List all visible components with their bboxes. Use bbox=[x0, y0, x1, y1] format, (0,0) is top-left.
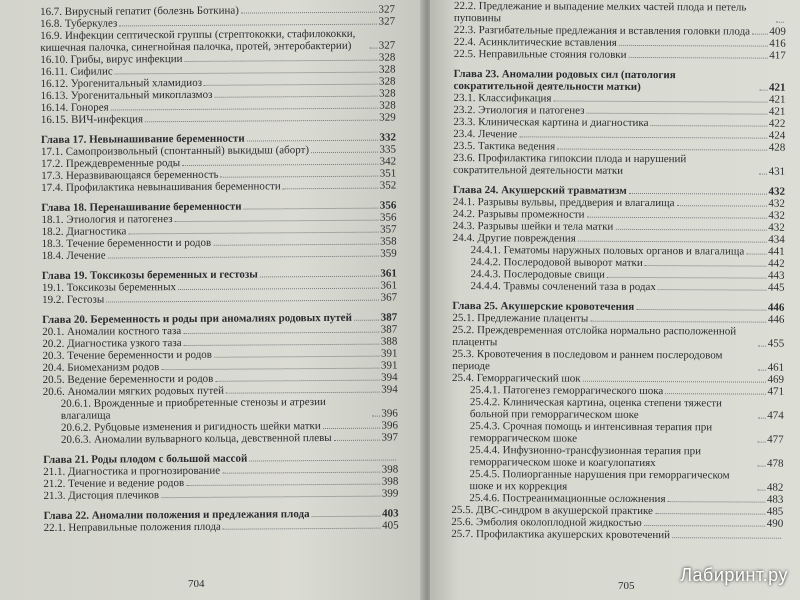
toc-leader-dots bbox=[247, 140, 378, 142]
toc-page-number: 328 bbox=[378, 75, 396, 88]
toc-entry-title: 20.6.1. Врожденные и приобретенные стенозы и атрезии влагалища bbox=[60, 396, 326, 422]
toc-entry-title: 23.1. Классификация bbox=[453, 91, 552, 105]
toc-entry-title: 24.4.2. Послеродовой выворот матки bbox=[470, 256, 643, 269]
toc-leader-dots bbox=[178, 288, 379, 290]
toc-entry-title: 25.4.3. Срочная помощь и интенсивная терапия при геморрагическом шоке bbox=[469, 420, 713, 445]
toc-entry-title: 16.8. Туберкулез bbox=[40, 17, 118, 30]
toc-leader-dots bbox=[119, 24, 376, 27]
toc-page-number: 396 bbox=[381, 419, 398, 432]
toc-entry bbox=[452, 280, 784, 294]
toc-entry-title: Глава 19. Токсикозы беременных и гестозы bbox=[41, 268, 258, 282]
toc-leader-dots bbox=[758, 370, 766, 371]
toc-page-number: 387 bbox=[380, 323, 398, 336]
toc-entry-title: 18.4. Лечение bbox=[41, 249, 106, 262]
toc-page-number: 361 bbox=[380, 279, 398, 292]
toc-entry-title: Глава 24. Акушерский травматизм bbox=[452, 183, 627, 197]
toc-leader-dots bbox=[184, 344, 379, 346]
toc-leader-dots bbox=[650, 125, 766, 127]
toc-entry-title: 25.4.4. Инфузионно-трансфузионная терапия при геморрагическом шоке и коагулопатиях bbox=[469, 444, 702, 470]
toc-entry-title: 23.5. Тактика ведения bbox=[453, 139, 556, 153]
toc-page-number: 327 bbox=[378, 39, 396, 52]
toc-leader-dots bbox=[222, 472, 380, 474]
toc-page-number: 328 bbox=[379, 99, 396, 112]
toc-entry bbox=[452, 444, 784, 470]
toc-entry-title: 24.4.4. Травмы сочленений таза в родах bbox=[470, 280, 656, 294]
toc-leader-dots bbox=[241, 12, 377, 14]
toc-entry-title: 16.14. Гонорея bbox=[40, 101, 109, 114]
toc-entry-title: 22.2. Предлежание и выпадение мелких частей плода и петель пуповины bbox=[453, 0, 747, 25]
toc-page-number: 422 bbox=[768, 117, 786, 130]
toc-page-number: 335 bbox=[379, 143, 397, 156]
toc-page-number: 417 bbox=[769, 49, 786, 62]
toc-page-number: 443 bbox=[768, 269, 785, 282]
toc-entry-title: Глава 18. Перенашивание беременности bbox=[41, 200, 242, 214]
toc-entry bbox=[43, 432, 398, 446]
toc-leader-dots bbox=[615, 229, 766, 231]
toc-entry-title: 18.3. Течение беременности и родов bbox=[41, 236, 212, 250]
toc-leader-dots bbox=[586, 113, 766, 115]
toc-page-number: 396 bbox=[381, 407, 398, 420]
toc-page-number: 421 bbox=[769, 81, 786, 94]
toc-entry-title: Глава 23. Аномалии родовых сил (патология сократительной деятельности матки) bbox=[453, 67, 676, 93]
toc-leader-dots bbox=[312, 516, 381, 517]
toc-entry-title: 17.4. Профилактика невынашивания беременности bbox=[41, 180, 281, 194]
toc-page-number: 471 bbox=[767, 385, 784, 398]
toc-leader-dots bbox=[757, 466, 765, 467]
toc-leader-dots bbox=[213, 244, 378, 246]
toc-entry-title: 23.4. Лечение bbox=[453, 127, 518, 141]
watermark-logo: Лабиринт.ру bbox=[680, 565, 788, 585]
toc-page-number: 455 bbox=[767, 337, 785, 350]
toc-page-number: 424 bbox=[768, 129, 786, 142]
toc-entry-title: 25.4.5. Полиорганные нарушения при геморрагическом шоке и их коррекция bbox=[469, 468, 730, 493]
toc-page-number: 342 bbox=[379, 155, 397, 168]
toc-leader-dots bbox=[186, 484, 380, 486]
toc-leader-dots bbox=[757, 418, 765, 419]
toc-page-number: 391 bbox=[380, 347, 398, 360]
toc-entry-title: 22.4. Асинклитические вставления bbox=[453, 35, 617, 49]
toc-page-number: 446 bbox=[767, 313, 785, 326]
toc-page-number: 394 bbox=[381, 371, 398, 384]
toc-leader-dots bbox=[215, 380, 379, 382]
toc-leader-dots bbox=[746, 254, 766, 255]
toc-entry-title: 25.6. Эмболия околоплодной жидкостью bbox=[451, 515, 642, 529]
toc-leader-dots bbox=[644, 525, 765, 527]
toc-entry-title: 20.4. Биомеханизм родов bbox=[42, 361, 160, 374]
toc-leader-dots bbox=[283, 188, 378, 190]
toc-leader-dots bbox=[204, 84, 377, 86]
toc-entry bbox=[42, 248, 397, 262]
toc-entry-title: 21.3. Дистоция плечиков bbox=[43, 489, 160, 502]
toc-entry-title: 17.1. Самопроизвольный (спонтанный) выкидыш (аборт) bbox=[40, 144, 310, 158]
toc-page-number: 483 bbox=[766, 493, 784, 506]
toc-entry-title: 22.3. Разгибательные предлежания и вставления головки плода bbox=[453, 23, 751, 38]
toc-entry-title: 19.2. Гестозы bbox=[42, 293, 105, 306]
toc-page-number: 367 bbox=[380, 291, 398, 304]
toc-page-number: 328 bbox=[378, 63, 396, 76]
toc-leader-dots bbox=[607, 277, 766, 279]
toc-entry-title: 20.6.3. Аномалии вульварного кольца, девственной плевы bbox=[60, 431, 332, 446]
toc-entry-title: 25.4.2. Клиническая картина, оценка степени тяжести больной при геморрагическом шоке bbox=[469, 396, 722, 421]
toc-page-number: 329 bbox=[379, 111, 396, 124]
toc-entry bbox=[41, 180, 396, 194]
toc-leader-dots bbox=[658, 289, 766, 291]
toc-page-number: 361 bbox=[380, 267, 397, 280]
toc-leader-dots bbox=[128, 232, 378, 235]
toc-page-number: 388 bbox=[380, 335, 398, 348]
toc-page-number: 357 bbox=[380, 223, 397, 236]
toc-page-number: 432 bbox=[768, 221, 785, 234]
toc-leader-dots bbox=[676, 205, 766, 206]
toc-page-number: 416 bbox=[769, 37, 786, 50]
toc-leader-dots bbox=[619, 45, 767, 47]
toc-leader-dots bbox=[371, 416, 379, 417]
toc-leader-dots bbox=[182, 164, 377, 166]
toc-entry-title: 16.11. Сифилис bbox=[40, 65, 113, 78]
toc-leader-dots bbox=[758, 346, 766, 347]
toc-page-number: 405 bbox=[382, 519, 399, 532]
toc-page-number: 328 bbox=[379, 87, 396, 100]
toc-entry-title: 21.1. Диагностика и прогнозирование bbox=[43, 464, 221, 478]
toc-entry-title: Глава 21. Роды плодом с большой массой bbox=[43, 452, 248, 466]
toc-leader-dots bbox=[636, 309, 766, 311]
toc-leader-dots bbox=[578, 241, 766, 243]
toc-page-number: 421 bbox=[768, 93, 786, 106]
toc-page-number: 403 bbox=[382, 507, 399, 520]
toc-entry-title: 23.2. Этиология и патогенез bbox=[453, 103, 585, 117]
toc-leader-dots bbox=[223, 528, 380, 530]
toc-entry bbox=[452, 420, 784, 446]
right-toc bbox=[451, 0, 786, 542]
right-page bbox=[430, 0, 800, 600]
toc-leader-dots bbox=[226, 392, 379, 394]
toc-leader-dots bbox=[583, 381, 766, 383]
toc-entry-title: 17.3. Неразвивающаяся беременность bbox=[41, 168, 219, 182]
toc-entry-title: 16.9. Инфекции септической группы (стрептококки, стафилококки, кишечная палочка, синегнойная палочка, протей, энтеробактерии) bbox=[40, 27, 356, 54]
toc-page-number: 387 bbox=[380, 311, 398, 324]
toc-entry bbox=[43, 396, 398, 422]
toc-entry bbox=[42, 292, 397, 306]
toc-entry-title: 24.4.1. Гематомы наружных половых органов и влагалища bbox=[470, 244, 745, 258]
toc-page-number: 478 bbox=[767, 457, 784, 470]
toc-page-number: 431 bbox=[768, 165, 786, 178]
toc-page-number: 397 bbox=[381, 431, 399, 444]
toc-entry-title: 20.6.2. Рубцовые изменения и ригидность шейки матки bbox=[60, 420, 321, 434]
toc-leader-dots bbox=[214, 96, 377, 98]
toc-leader-dots bbox=[655, 513, 765, 515]
toc-page-number: 445 bbox=[767, 281, 785, 294]
toc-page-number: 327 bbox=[378, 15, 396, 28]
toc-page-number: 399 bbox=[381, 487, 399, 500]
toc-leader-dots bbox=[249, 460, 396, 462]
toc-leader-dots bbox=[554, 101, 767, 103]
toc-leader-dots bbox=[108, 256, 379, 259]
toc-entry bbox=[452, 396, 784, 422]
toc-entry-title: 20.2. Диагностика узкого таза bbox=[42, 337, 182, 350]
toc-entry-title: 16.7. Вирусный гепатит (болезнь Боткина) bbox=[40, 4, 239, 18]
toc-entry-title: Глава 22. Аномалии положения и предлежания плода bbox=[43, 508, 310, 522]
toc-leader-dots bbox=[519, 136, 767, 138]
toc-leader-dots bbox=[645, 265, 766, 267]
toc-entry-title: Глава 20. Беременность и роды при аномалиях родовых путей bbox=[42, 311, 352, 326]
toc-entry bbox=[452, 324, 784, 350]
toc-leader-dots bbox=[311, 152, 377, 153]
toc-entry-title: Глава 25. Акушерские кровотечения bbox=[452, 299, 635, 313]
toc-leader-dots bbox=[334, 440, 380, 441]
toc-entry bbox=[40, 28, 395, 54]
left-page-number: 704 bbox=[188, 578, 205, 590]
toc-leader-dots bbox=[752, 34, 767, 35]
toc-entry bbox=[453, 152, 785, 178]
toc-page-number: 477 bbox=[767, 433, 784, 446]
toc-page-number: 432 bbox=[768, 197, 785, 210]
toc-entry-title: 18.2. Диагностика bbox=[41, 225, 127, 238]
toc-page-number: 421 bbox=[768, 105, 786, 118]
toc-leader-dots bbox=[757, 490, 765, 491]
toc-leader-dots bbox=[759, 174, 767, 175]
toc-page-number: 351 bbox=[379, 167, 397, 180]
toc-entry-title: 25.4. Геморрагический шок bbox=[451, 371, 581, 385]
toc-entry-title: 20.6. Аномалии мягких родовых путей bbox=[42, 384, 225, 398]
toc-entry-title: 25.4.1. Патогенез геморрагического шока bbox=[469, 384, 664, 398]
toc-entry-title: 25.3. Кровотечения в последовом и раннем послеродовом периоде bbox=[452, 347, 723, 373]
toc-entry-title: 20.5. Ведение беременности и родов bbox=[42, 372, 214, 386]
toc-leader-dots bbox=[260, 276, 379, 278]
toc-leader-dots bbox=[757, 442, 765, 443]
toc-leader-dots bbox=[185, 60, 377, 62]
toc-leader-dots bbox=[369, 48, 377, 49]
toc-leader-dots bbox=[629, 57, 768, 59]
toc-entry bbox=[44, 520, 399, 534]
toc-page-number: 490 bbox=[766, 517, 784, 530]
toc-leader-dots bbox=[665, 393, 765, 395]
toc-page-number: 394 bbox=[381, 383, 398, 396]
toc-leader-dots bbox=[221, 176, 378, 178]
toc-leader-dots bbox=[214, 356, 379, 358]
toc-leader-dots bbox=[145, 120, 377, 123]
toc-entry-title: 24.4. Другие повреждения bbox=[452, 231, 576, 245]
left-toc bbox=[40, 4, 399, 534]
toc-entry-title: 23.6. Профилактика гипоксии плода и нарушений сократительной деятельности матки bbox=[453, 151, 687, 177]
toc-page-number: 441 bbox=[768, 245, 785, 258]
toc-page-number: 469 bbox=[767, 373, 785, 386]
toc-chapter-entry bbox=[454, 68, 786, 94]
toc-entry-title: 21.2. Течение и ведение родов bbox=[43, 477, 185, 490]
toc-page-number: 474 bbox=[767, 409, 784, 422]
toc-entry bbox=[452, 348, 784, 374]
toc-entry-title: 20.3. Течение беременности и родов bbox=[42, 348, 213, 362]
toc-entry-title: 20.1. Аномалии костного таза bbox=[42, 325, 182, 338]
toc-page-number: 328 bbox=[378, 51, 396, 64]
toc-entry-title: Глава 17. Невынашивание беременности bbox=[40, 132, 245, 146]
toc-page-number: 461 bbox=[767, 361, 785, 374]
toc-entry-title: 16.10. Грибы, вирус инфекции bbox=[40, 53, 183, 66]
toc-entry-title: 22.1. Неправильные положения плода bbox=[43, 520, 221, 534]
toc-entry-title: 24.4.3. Послеродовые свищи bbox=[470, 268, 605, 281]
toc-entry-title: 18.1. Этиология и патогенез bbox=[41, 213, 173, 226]
toc-entry-title: 25.2. Преждевременная отслойка нормально расположенной плаценты bbox=[452, 323, 737, 349]
toc-page-number: 356 bbox=[379, 211, 397, 224]
toc-entry-title: 24.3. Разрывы шейки и тела матки bbox=[452, 219, 614, 233]
toc-leader-dots bbox=[759, 90, 767, 91]
toc-entry-title: 16.12. Урогенитальный хламидиоз bbox=[40, 76, 203, 90]
toc-entry bbox=[451, 468, 783, 494]
toc-leader-dots bbox=[776, 22, 784, 23]
toc-leader-dots bbox=[175, 220, 378, 222]
toc-leader-dots bbox=[323, 428, 380, 429]
toc-entry-title: 24.1. Разрывы вульвы, преддверия и влагалища bbox=[452, 195, 675, 210]
toc-entry-title: 25.1. Предлежание плаценты bbox=[452, 311, 589, 325]
toc-page-number: 434 bbox=[768, 233, 785, 246]
toc-entry-title: 17.2. Преждевременные роды bbox=[41, 157, 181, 170]
toc-leader-dots bbox=[244, 208, 378, 210]
toc-leader-dots bbox=[354, 320, 379, 321]
toc-entry bbox=[451, 528, 783, 542]
toc-leader-dots bbox=[668, 501, 765, 503]
toc-entry-title: 19.1. Токсикозы беременных bbox=[41, 281, 176, 294]
toc-entry bbox=[454, 0, 786, 26]
toc-entry-title: 25.4.6. Постреанимационные осложнения bbox=[469, 492, 666, 506]
toc-leader-dots bbox=[161, 368, 379, 371]
toc-leader-dots bbox=[629, 193, 767, 195]
toc-page-number: 358 bbox=[380, 235, 397, 248]
toc-page-number: 446 bbox=[767, 301, 785, 314]
toc-page-number: 432 bbox=[768, 209, 785, 222]
toc-page-number: 332 bbox=[379, 131, 396, 144]
toc-page-number: 398 bbox=[381, 475, 399, 488]
toc-page-number: 398 bbox=[381, 463, 399, 476]
toc-page-number: 352 bbox=[379, 179, 397, 192]
toc-leader-dots bbox=[590, 321, 766, 323]
toc-leader-dots bbox=[111, 108, 378, 111]
toc-leader-dots bbox=[672, 537, 781, 539]
toc-page-number: 359 bbox=[380, 247, 397, 260]
toc-leader-dots bbox=[115, 72, 377, 75]
toc-entry-title: 16.15. ВИЧ-инфекция bbox=[40, 113, 144, 126]
toc-leader-dots bbox=[106, 300, 378, 303]
toc-entry-title: 25.7. Профилактика акушерских кровотечений bbox=[451, 527, 671, 542]
toc-page-number: 391 bbox=[380, 359, 398, 372]
right-page-number: 705 bbox=[618, 580, 635, 592]
toc-page-number: 356 bbox=[379, 199, 397, 212]
toc-leader-dots bbox=[161, 496, 380, 499]
toc-entry-title: 22.5. Неправильные стояния головки bbox=[453, 47, 627, 61]
toc-entry-title: 25.5. ДВС-синдром в акушерской практике bbox=[451, 503, 653, 518]
toc-entry-title: 24.2. Разрывы промежности bbox=[452, 207, 585, 221]
toc-page-number: 442 bbox=[768, 257, 785, 270]
toc-page-number: 432 bbox=[768, 185, 786, 198]
toc-entry bbox=[41, 112, 396, 126]
toc-page-number: 485 bbox=[766, 505, 784, 518]
toc-page-number: 428 bbox=[768, 141, 786, 154]
toc-entry bbox=[454, 48, 786, 62]
toc-entry-title: 23.3. Клиническая картина и диагностика bbox=[453, 115, 649, 130]
toc-leader-dots bbox=[183, 332, 379, 334]
toc-leader-dots bbox=[557, 149, 767, 151]
toc-entry-title: 16.13. Урогенитальный микоплазмоз bbox=[40, 88, 213, 102]
toc-entry bbox=[43, 488, 398, 502]
toc-page-number: 409 bbox=[769, 25, 786, 38]
toc-leader-dots bbox=[587, 217, 767, 219]
toc-page-number: 327 bbox=[378, 3, 396, 16]
toc-page-number: 482 bbox=[766, 481, 784, 494]
